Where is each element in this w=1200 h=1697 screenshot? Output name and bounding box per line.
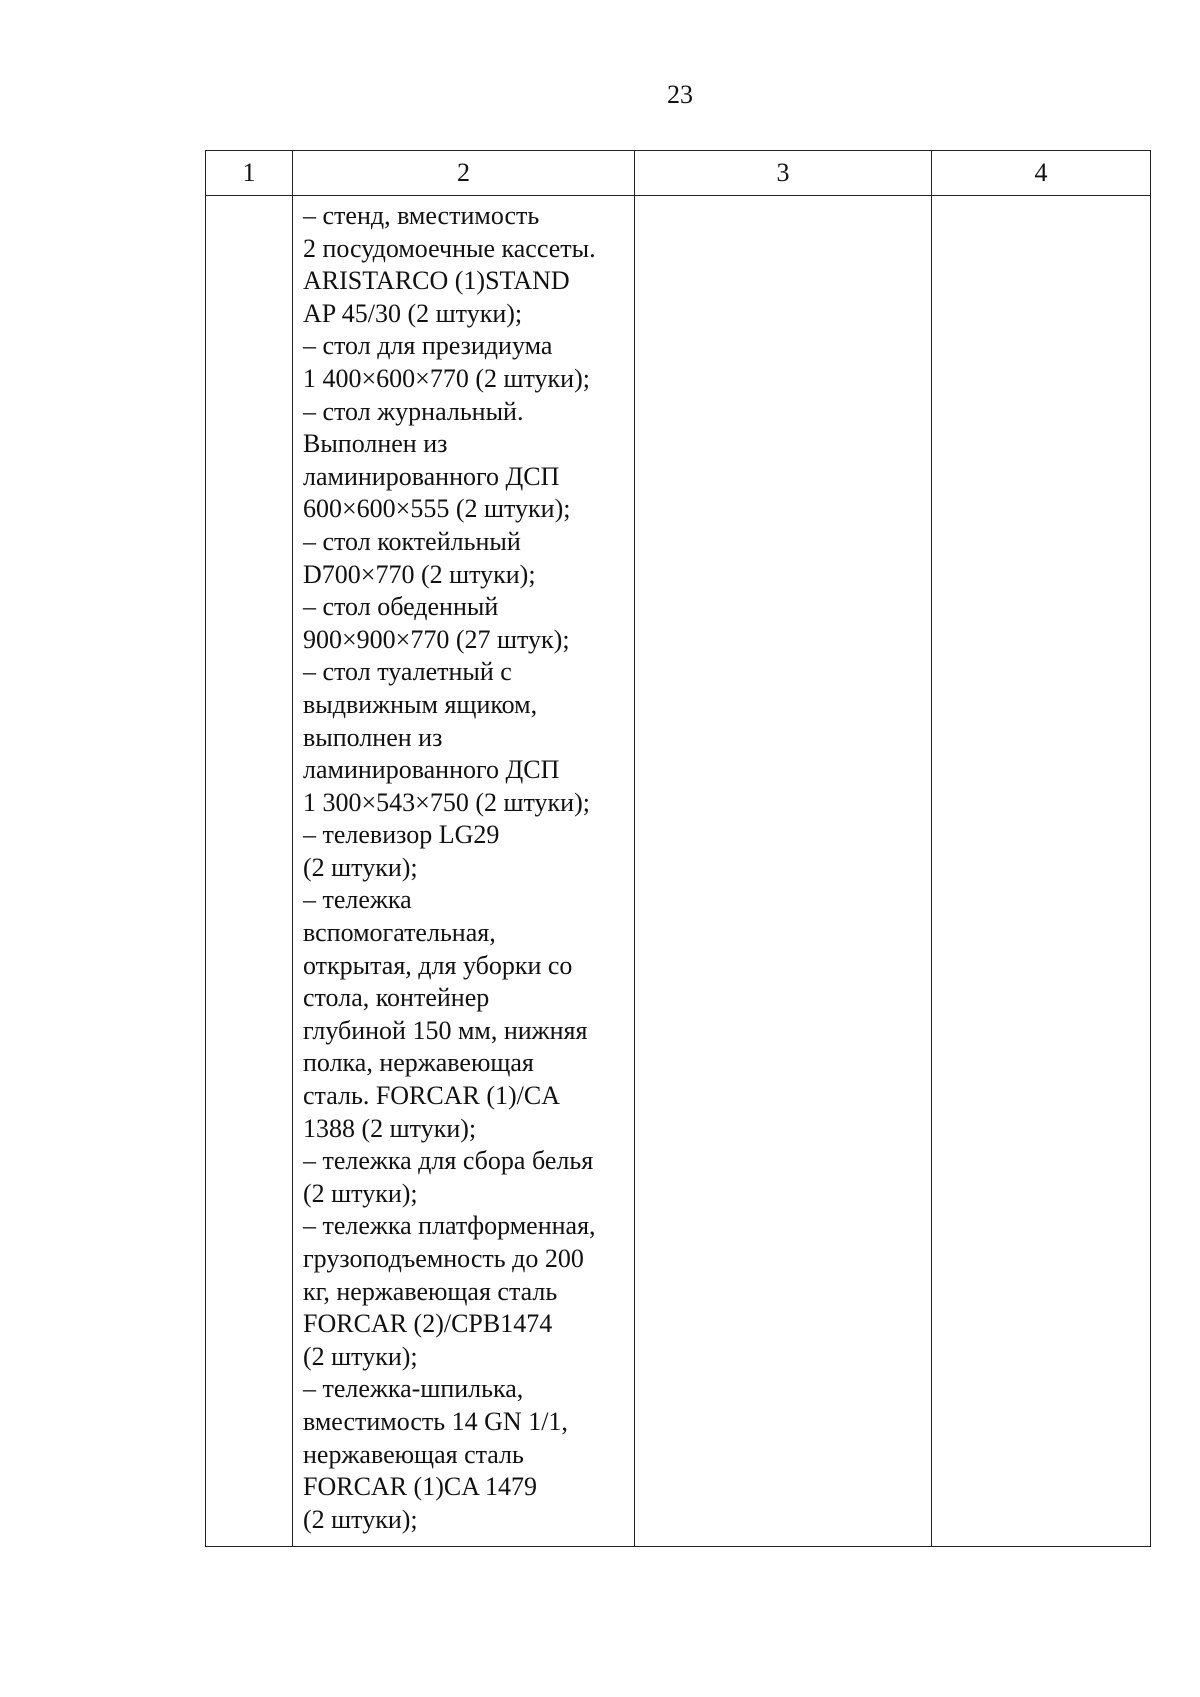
- list-item: кг, нержавеющая сталь: [303, 1276, 558, 1306]
- list-item: глубиной 150 мм, нижняя: [303, 1015, 588, 1045]
- list-item: – тележка для сбора белья: [303, 1146, 594, 1176]
- list-item: – тележка-шпилька,: [303, 1374, 524, 1404]
- list-item: – стол для президиума: [303, 331, 553, 361]
- column-header-4: 4: [932, 151, 1151, 196]
- list-item: ARISTARCO (1)STAND: [303, 266, 570, 296]
- list-item: – стенд, вместимость: [303, 201, 540, 230]
- table-row: [206, 196, 1151, 1547]
- list-item: – тележка: [303, 885, 412, 915]
- table-cell-column-2: [293, 196, 635, 1547]
- list-item: 900×900×770 (27 штук);: [303, 624, 570, 654]
- list-item: вместимость 14 GN 1/1,: [303, 1406, 568, 1436]
- list-item: – тележка платформенная,: [303, 1211, 596, 1241]
- list-item: (2 штуки);: [303, 1178, 418, 1208]
- list-item: 1388 (2 штуки);: [303, 1113, 477, 1143]
- table-cell-column-1: [206, 196, 293, 1547]
- list-item: (2 штуки);: [303, 852, 418, 882]
- list-item: (2 штуки);: [303, 1341, 418, 1371]
- list-item: полка, нержавеющая: [303, 1048, 534, 1078]
- list-item: вспомогательная,: [303, 918, 496, 948]
- list-item: Выполнен из: [303, 429, 448, 459]
- list-item: сталь. FORCAR (1)/CA: [303, 1081, 561, 1111]
- list-item: грузоподъемность до 200: [303, 1244, 584, 1273]
- table-header-row: [206, 151, 1151, 196]
- list-item: (2 штуки);: [303, 1504, 418, 1534]
- list-item: 1 400×600×770 (2 штуки);: [303, 363, 590, 393]
- column-header-3: 3: [635, 151, 932, 196]
- column-header-2: 2: [293, 151, 635, 196]
- list-item: – стол коктейльный: [303, 526, 521, 556]
- list-item: – стол туалетный с: [303, 657, 512, 687]
- list-item: открытая, для уборки со: [303, 950, 573, 980]
- equipment-table: [205, 150, 1151, 1547]
- list-item: ламинированного ДСП: [303, 755, 560, 785]
- page-number: 23: [667, 80, 693, 109]
- list-item: – телевизор LG29: [303, 820, 500, 850]
- list-item: – стол обеденный: [303, 592, 499, 622]
- column-header-1: 1: [206, 151, 293, 196]
- list-item: нержавеющая сталь: [303, 1439, 524, 1469]
- equipment-list: [293, 196, 634, 1536]
- list-item: стола, контейнер: [303, 983, 490, 1013]
- list-item: 600×600×555 (2 штуки);: [303, 494, 571, 524]
- list-item: – стол журнальный.: [303, 396, 524, 426]
- list-item: D700×770 (2 штуки);: [303, 559, 536, 589]
- list-item: FORCAR (2)/CPB1474: [303, 1309, 553, 1339]
- table-cell-column-3: [635, 196, 932, 1547]
- list-item: ламинированного ДСП: [303, 461, 560, 491]
- list-item: 1 300×543×750 (2 штуки);: [303, 787, 590, 817]
- list-item: FORCAR (1)CA 1479: [303, 1472, 538, 1502]
- table-cell-column-4: [932, 196, 1151, 1547]
- list-item: AP 45/30 (2 штуки);: [303, 298, 523, 328]
- list-item: выдвижным ящиком,: [303, 689, 538, 719]
- list-item: 2 посудомоечные кассеты.: [303, 233, 596, 263]
- list-item: выполнен из: [303, 722, 443, 752]
